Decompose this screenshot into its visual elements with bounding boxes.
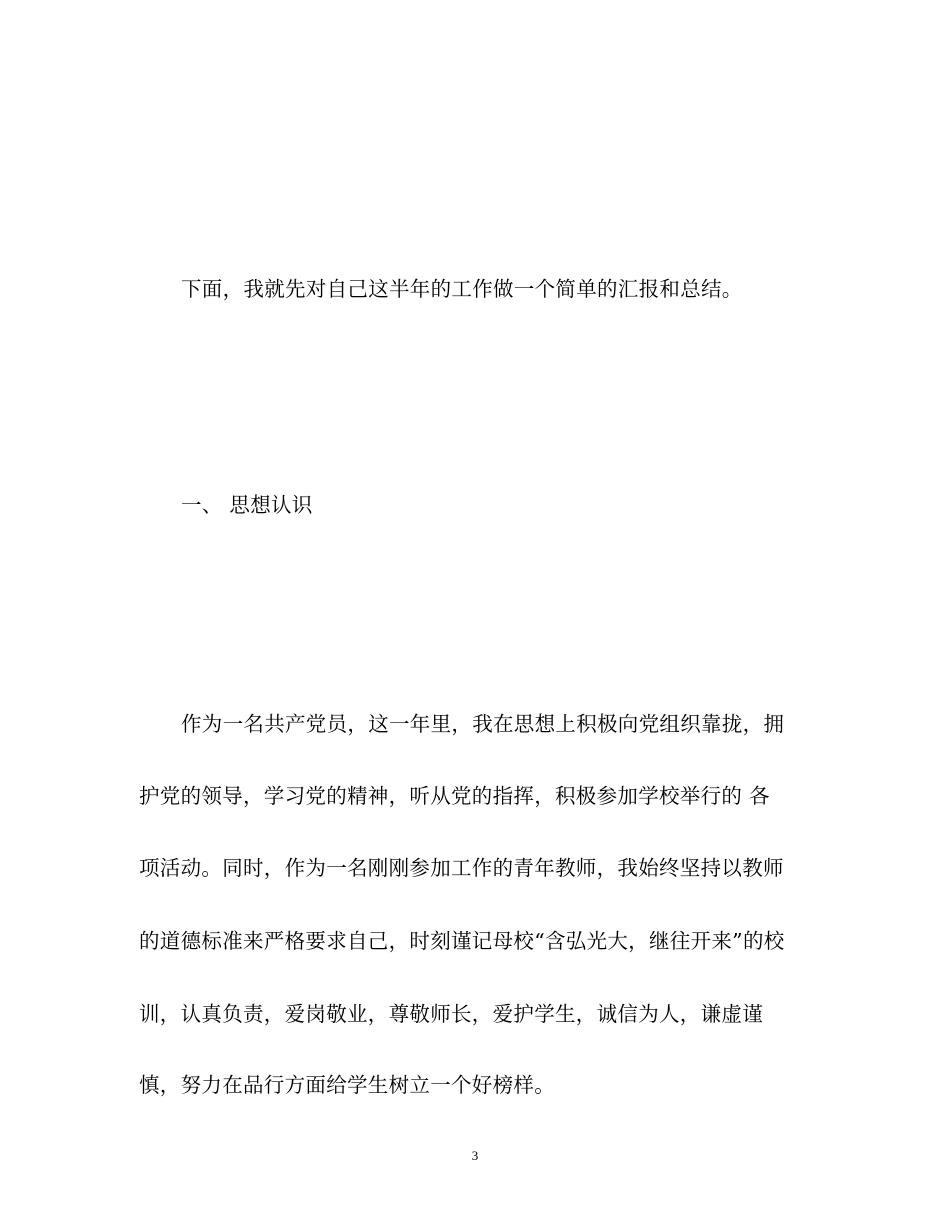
paragraph-line: 项活动。同时，作为一名刚刚参加工作的青年教师，我始终坚持以教师	[139, 856, 784, 880]
paragraph-line: 护党的领导，学习党的精神，听从党的指挥，积极参加学校举行的 各	[139, 784, 770, 808]
paragraph-line: 慎，努力在品行方面给学生树立一个好榜样。	[139, 1073, 555, 1097]
intro-paragraph: 下面，我就先对自己这半年的工作做一个简单的汇报和总结。	[181, 277, 743, 301]
paragraph-line: 训，认真负责，爱岗敬业，尊敬师长，爱护学生，诚信为人，谦虚谨	[139, 1002, 763, 1026]
paragraph-line: 的道德标准来严格要求自己，时刻谨记母校“含弘光大，继往开来”的校	[139, 929, 785, 953]
section-heading: 一、 思想认识	[181, 493, 313, 517]
paragraph-line: 作为一名共产党员，这一年里，我在思想上积极向党组织靠拢，拥	[181, 712, 785, 736]
page-number: 3	[471, 1148, 479, 1163]
